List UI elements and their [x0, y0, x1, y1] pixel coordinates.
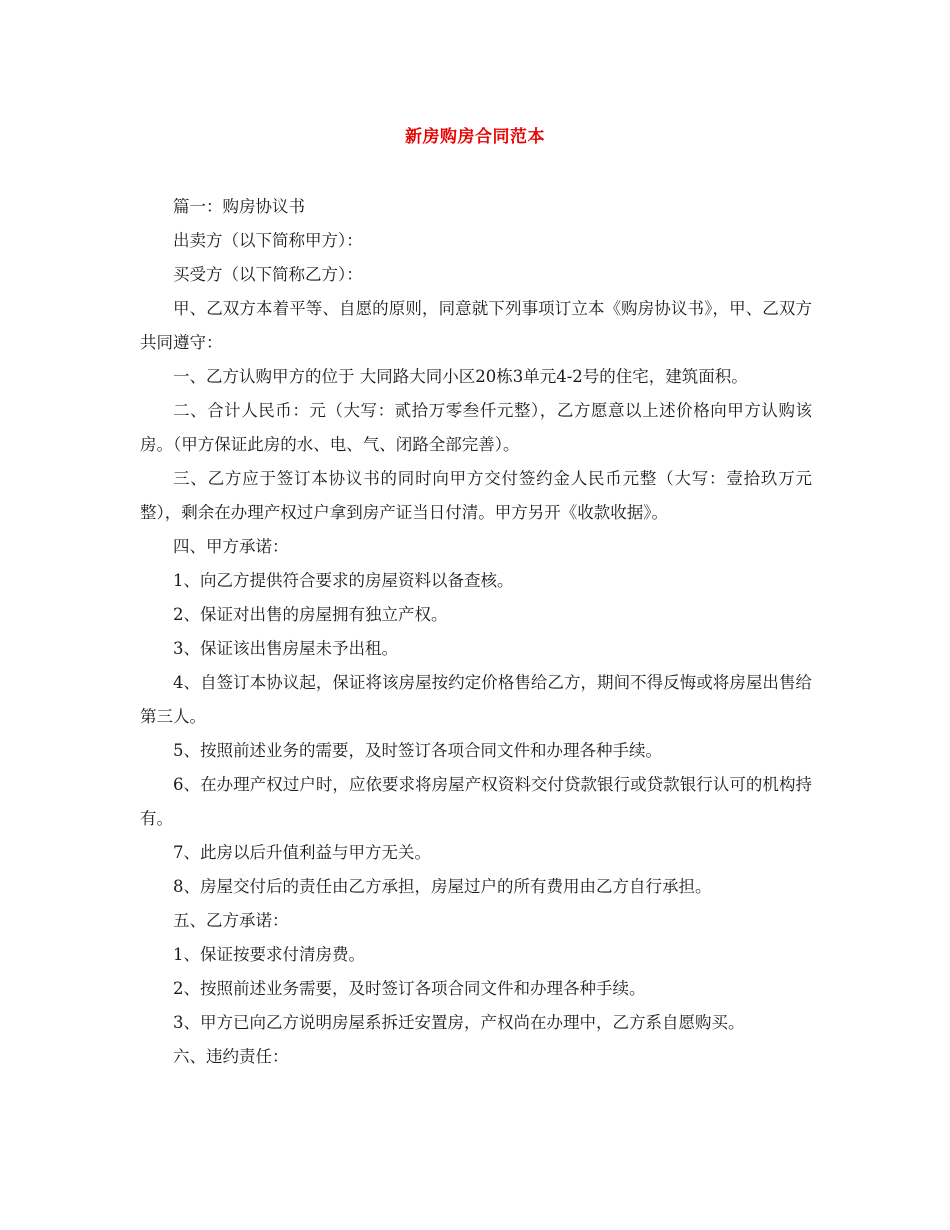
paragraph-section-1-heading: 篇一：购房协议书 [173, 197, 305, 216]
document-body [140, 190, 812, 1074]
paragraph-clause-2: 二、合计人民币：元（大写：贰拾万零叁仟元整），乙方愿意以上述价格向甲方认购该房。（甲方保证此房的水、电、气、闭路全部完善）。 [140, 401, 812, 454]
list-item: 7、此房以后升值利益与甲方无关。 [173, 843, 431, 862]
list-item: 2、保证对出售的房屋拥有独立产权。 [173, 605, 448, 624]
list-item: 8、房屋交付后的责任由乙方承担，房屋过户的所有费用由乙方自行承担。 [173, 877, 712, 896]
paragraph-preamble: 甲、乙双方本着平等、自愿的原则，同意就下列事项订立本《购房协议书》，甲、乙双方共同遵守： [140, 299, 812, 352]
paragraph-clause-1: 一、乙方认购甲方的位于 大同路大同小区20栋3单元4-2号的住宅，建筑面积。 [173, 367, 748, 386]
list-item: 2、按照前述业务需要，及时签订各项合同文件和办理各种手续。 [173, 979, 646, 998]
list-item: 3、保证该出售房屋未予出租。 [173, 639, 398, 658]
list-item: 4、自签订本协议起，保证将该房屋按约定价格售给乙方，期间不得反悔或将房屋出售给第三人。 [140, 673, 812, 726]
paragraph-buyer: 买受方（以下简称乙方）： [173, 265, 363, 284]
paragraph-clause-4-heading: 四、甲方承诺： [173, 537, 289, 556]
paragraph-clause-6-heading: 六、违约责任： [173, 1047, 289, 1066]
document-title: 新房购房合同范本 [405, 127, 545, 147]
list-item: 5、按照前述业务的需要，及时签订各项合同文件和办理各种手续。 [173, 741, 662, 760]
paragraph-clause-3: 三、乙方应于签订本协议书的同时向甲方交付签约金人民币元整（大写：壹拾玖万元整），剩余在办理产权过户拿到房产证当日付清。甲方另开《收款收据》。 [140, 469, 812, 522]
paragraph-clause-5-heading: 五、乙方承诺： [173, 911, 289, 930]
paragraph-seller: 出卖方（以下简称甲方）： [173, 231, 363, 250]
list-item: 1、保证按要求付清房费。 [173, 945, 365, 964]
list-item: 6、在办理产权过户时，应依要求将房屋产权资料交付贷款银行或贷款银行认可的机构持有。 [140, 775, 812, 828]
list-item: 1、向乙方提供符合要求的房屋资料以备查核。 [173, 571, 514, 590]
list-item: 3、甲方已向乙方说明房屋系拆迁安置房，产权尚在办理中，乙方系自愿购买。 [173, 1013, 745, 1032]
